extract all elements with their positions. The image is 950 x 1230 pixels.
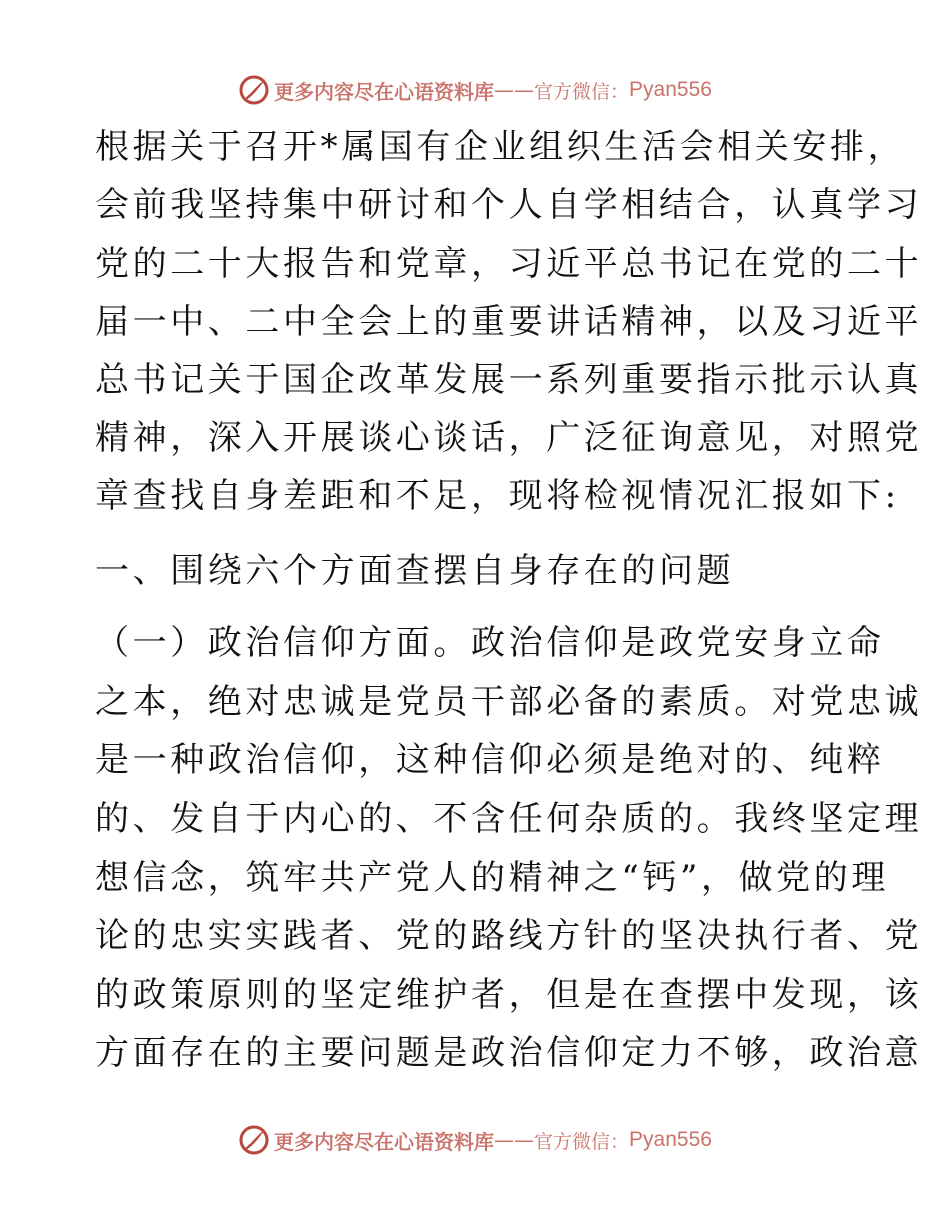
body-line: 之本，绝对忠诚是党员干部必备的素质。对党忠诚 <box>95 682 923 722</box>
body-line: 想信念，筑牢共产党人的精神之“钙”，做党的理 <box>95 858 889 898</box>
body-line: 根据关于召开*属国有企业组织生活会相关安排， <box>95 127 906 167</box>
header-promo-text: 更多内容尽在心语资料库 <box>274 79 495 104</box>
header-dash: —— <box>494 78 535 102</box>
body-line: 精神，深入开展谈心谈话，广泛征询意见，对照党 <box>95 418 923 458</box>
body-line: 总书记关于国企改革发展一系列重要指示批示认真 <box>95 360 923 400</box>
body-line: 党的二十大报告和党章，习近平总书记在党的二十 <box>95 244 923 284</box>
body-line: 的、发自于内心的、不含任何杂质的。我终坚定理 <box>95 799 923 839</box>
header-banner <box>0 70 950 110</box>
quill-circle-icon <box>238 1124 270 1156</box>
body-line: （一）政治信仰方面。政治信仰是政党安身立命 <box>95 623 885 663</box>
quill-circle-icon <box>238 74 270 106</box>
header-wechat-id: Pyan556 <box>629 78 712 101</box>
footer-wechat-id: Pyan556 <box>629 1128 712 1151</box>
footer-banner <box>0 1120 950 1160</box>
body-line: 的政策原则的坚定维护者，但是在查摆中发现，该 <box>95 975 923 1015</box>
body-line: 论的忠实实践者、党的路线方针的坚决执行者、党 <box>95 916 923 956</box>
body-line: 是一种政治信仰，这种信仰必须是绝对的、纯粹 <box>95 740 885 780</box>
section-heading: 一、围绕六个方面查摆自身存在的问题 <box>95 551 735 591</box>
body-line: 方面存在的主要问题是政治信仰定力不够，政治意 <box>95 1033 923 1073</box>
footer-dash: —— <box>494 1128 535 1152</box>
body-line: 章查找自身差距和不足，现将检视情况汇报如下: <box>95 476 900 516</box>
body-line: 会前我坚持集中研讨和个人自学相结合，认真学习 <box>95 185 923 225</box>
footer-promo-text: 更多内容尽在心语资料库 <box>274 1129 495 1154</box>
header-wechat-label: 官方微信： <box>534 80 630 103</box>
footer-wechat-label: 官方微信： <box>534 1130 630 1153</box>
body-line: 届一中、二中全会上的重要讲话精神，以及习近平 <box>95 302 923 342</box>
